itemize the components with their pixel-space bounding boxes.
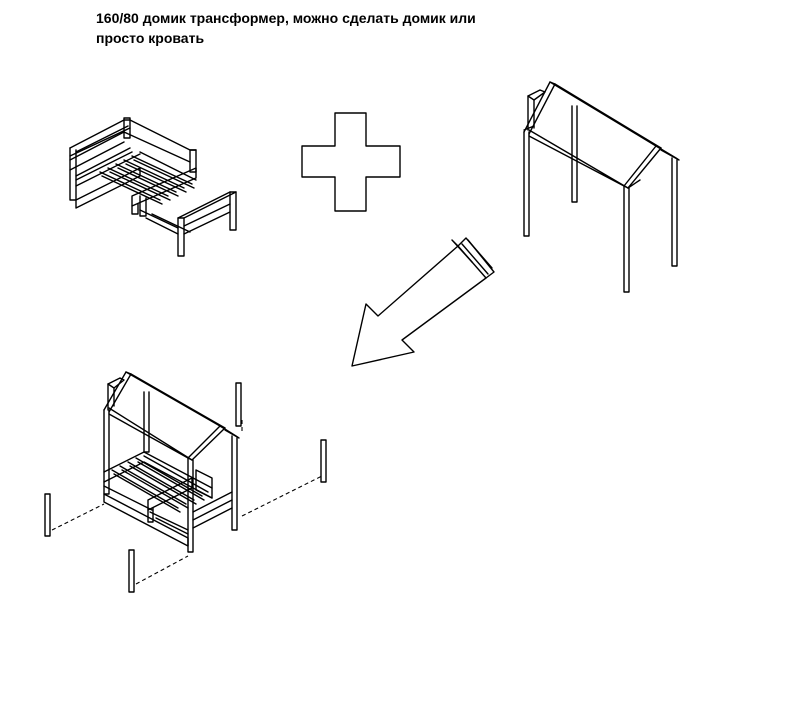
caption-line-2: просто кровать: [96, 30, 205, 46]
post-1: [236, 383, 241, 426]
extension-posts: [45, 383, 326, 592]
post-4: [129, 550, 134, 592]
arrow-down-left-icon: [352, 238, 494, 366]
guide-line-1: [242, 476, 322, 516]
post-2: [321, 440, 326, 482]
caption-line-1: 160/80 домик трансформер, можно сделать домик или: [96, 10, 476, 26]
plus-sign-icon: [302, 113, 400, 211]
post-3: [45, 494, 50, 536]
bed-drawing: [70, 118, 236, 256]
house-frame-drawing: [524, 82, 679, 292]
guide-line-3: [136, 556, 188, 584]
assembled-house-bed-drawing: [104, 372, 239, 552]
guide-line-2: [52, 504, 104, 530]
